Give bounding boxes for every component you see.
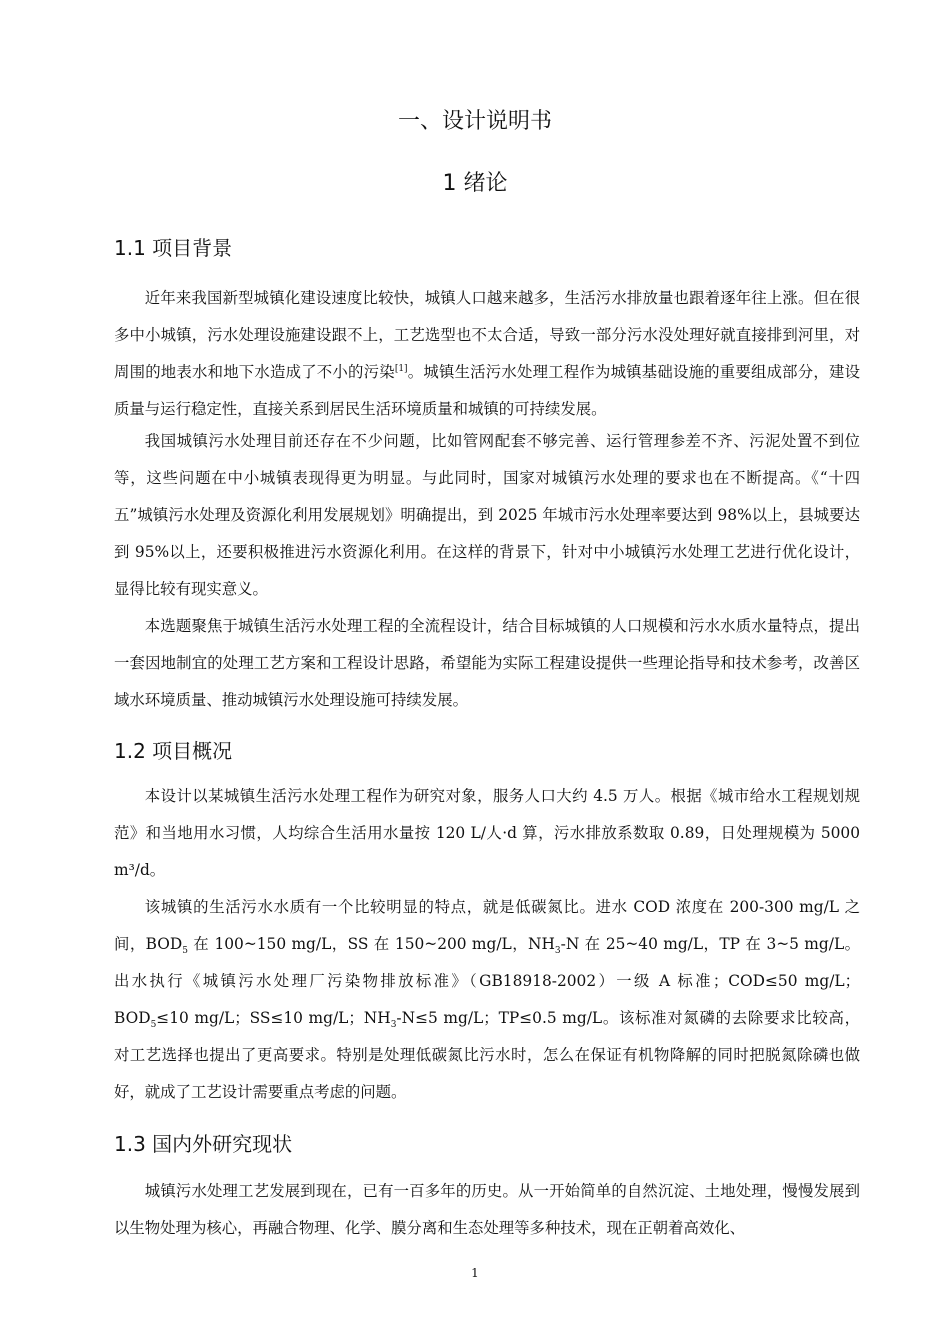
paragraph: [114, 778, 860, 889]
subscript: 5: [150, 1020, 157, 1031]
section-heading-1-1: 1.1 项目背景: [114, 236, 233, 260]
paragraph: [114, 423, 860, 608]
text-run: 近年来我国新型城镇化建设速度比较快，城镇人口越来越多，生活污水排放量也跟着逐年往上涨。但在很多中小城镇，污水处理设施建设跟不上，工艺选型也不太合适，导致一部分污水没处理好就直接排到河里，对周围的地表水和地下水造成了不小的污染: [114, 289, 860, 381]
text-run: 我国城镇污水处理目前还存在不少问题，比如管网配套不够完善、运行管理参差不齐、污泥处置不到位等，这些问题在中小城镇表现得更为明显。与此同时，国家对城镇污水处理的要求也在不断提高。《“十四五”城镇污水处理及资源化利用发展规划》明确提出，到 2025 年城市污水处理率要达到 98%以上，县城要达到 95%以上，还要积极推进污水资源化利用。在这样的背景下，针对中小城镇污水处理工艺进行优化设计，显得比较有现实意义。: [114, 432, 860, 598]
citation-ref: [1]: [394, 363, 408, 374]
subscript: 3: [390, 1020, 397, 1031]
paragraph: [114, 280, 860, 428]
text-run: 该城镇的生活污水水质有一个比较明显的特点，就是低碳氮比。进水 COD 浓度在 200-300 mg/L 之间，BOD: [114, 898, 860, 953]
section-heading-1-2: 1.2 项目概况: [114, 739, 233, 763]
document-title: 一、设计说明书: [397, 109, 552, 134]
text-run: -N≤5 mg/L；TP≤0.5 mg/L。该标准对氮磷的去除要求比较高，对工艺选择也提出了更高要求。特别是处理低碳氮比污水时，怎么在保证有机物降解的同时把脱氮除磷也做好，就成了工艺设计需要重点考虑的问题。: [114, 1009, 860, 1101]
paragraph: [114, 1173, 860, 1247]
text-run: 。城镇生活污水处理工程作为城镇基础设施的重要组成部分，建设质量与运行稳定性，直接关系到居民生活环境质量和城镇的可持续发展。: [114, 363, 860, 418]
text-run: 城镇污水处理工艺发展到现在，已有一百多年的历史。从一开始简单的自然沉淀、土地处理，慢慢发展到以生物处理为核心，再融合物理、化学、膜分离和生态处理等多种技术，现在正朝着高效化、: [114, 1182, 860, 1237]
text-run: -N 在 25~40 mg/L，TP 在 3~5 mg/L。出水执行《城镇污水处理厂污染物排放标准》（GB18918-2002）一级 A 标准；COD≤50 mg/L；BOD: [114, 935, 860, 1027]
text-run: ≤10 mg/L；SS≤10 mg/L；NH: [156, 1009, 391, 1027]
text-run: 本设计以某城镇生活污水处理工程作为研究对象，服务人口大约 4.5 万人。根据《城市给水工程规划规范》和当地用水习惯，人均综合生活用水量按 120 L/人·d 算，污水排放系数取 0.89，日处理规模为 5000 m³/d。: [114, 787, 860, 879]
subscript: 3: [554, 946, 561, 957]
text-run: 本选题聚焦于城镇生活污水处理工程的全流程设计，结合目标城镇的人口规模和污水水质水量特点，提出一套因地制宜的处理工艺方案和工程设计思路，希望能为实际工程建设提供一些理论指导和技术参考，改善区域水环境质量、推动城镇污水处理设施可持续发展。: [114, 617, 860, 709]
page-number: 1: [471, 1266, 479, 1280]
paragraph: [114, 608, 860, 719]
chapter-heading: 1 绪论: [442, 171, 508, 196]
paragraph: [114, 889, 860, 1111]
subscript: 5: [182, 946, 188, 957]
section-heading-1-3: 1.3 国内外研究现状: [114, 1132, 293, 1156]
text-run: 在 100~150 mg/L，SS 在 150~200 mg/L，NH: [187, 935, 555, 953]
